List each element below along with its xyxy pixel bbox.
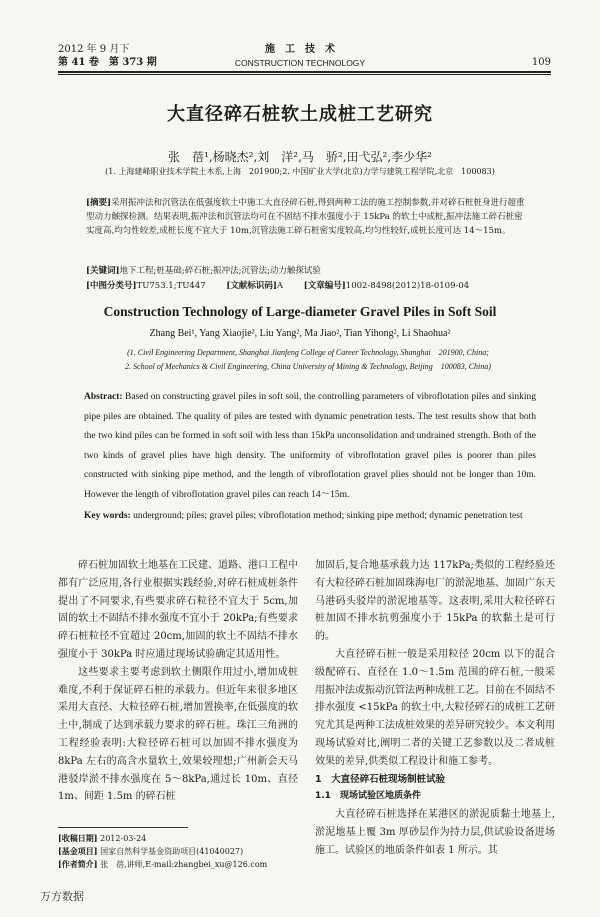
affiliation-en [78, 346, 538, 374]
affiliation-en-line-1: (1. Civil Engineering Department, Shanghai Jianfeng College of Career Technology, Shanghai 201900, China; [127, 348, 489, 357]
body-paragraph: 大直径碎石桩选择在某港区的淤泥质黏土地基上,淤泥地基上覆 3m 厚砂层作为持力层,供试验设备进场施工。试验区的地质条件如表 1 所示。其 [315, 809, 555, 856]
header-date: 2012 年 9 月下 [58, 44, 130, 55]
keywords-cn [86, 264, 530, 278]
authors-cn: 张 蓓¹,杨晓杰²,刘 洋²,马 骄²,田弋弘²,李少华² [168, 150, 432, 164]
paper-title-en: Construction Technology of Large-diameter Gravel Piles in Soft Soil [103, 304, 497, 319]
footnote-rule [58, 827, 188, 828]
keywords-cn-label: [关键词] [86, 266, 120, 276]
header-journal-en: CONSTRUCTION TECHNOLOGY [234, 58, 366, 68]
header-rule-thin [58, 74, 551, 75]
clc-code: TU753.1;TU447 [136, 281, 206, 291]
abstract-en-label: Abstract: [84, 392, 123, 402]
footnote-fund: [基金项目] 国家自然科学基金资助项目(41040027) [58, 846, 244, 856]
abstract-cn-label: [摘要] [86, 198, 112, 208]
classification-line [86, 279, 530, 293]
affiliation-en-line-2: 2. School of Mechanics & Civil Engineering, China University of Mining & Technology, Beijing 100083, China) [125, 362, 491, 371]
affiliation-cn: (1. 上海建峰职业技术学院土木系,上海 201900;2. 中国矿业大学(北京)力学与建筑工程学院,北京 100083) [105, 167, 495, 176]
body-paragraph: 这些要求主要考虑到软土侧限作用过小,增加成桩难度,不利于保证碎石桩的承载力。但近年来很多地区采用大直径、大粒径碎石桩,增加置换率,在低强度的软土中,制成了达到承载力要求的碎石桩。珠江三角洲的工程经验表明:大粒径碎石桩可以加固不排水强度为 8kPa 左右的高含水量软土,效果较理想;广州新会天马港驳岸淤不排水强度在 5～8kPa,通过长 10m、直径 1m、间距 1.5m 的碎石桩 [58, 666, 298, 803]
header-journal-cn: 施 工 技 术 [265, 44, 335, 55]
keywords-en-label: Key words: [84, 511, 131, 521]
section-heading-1: 1 大直径碎石桩现场制桩试验 [315, 773, 446, 785]
clc-label: [中图分类号] [86, 281, 137, 291]
header-volume: 第 41 卷 第 373 期 [58, 57, 157, 68]
footnote [58, 832, 303, 871]
abstract-cn-text: 采用振冲法和沉管法在低强度软土中施工大直径碎石桩,得到两种工法的施工控制参数,并对碎石桩桩身进行超重型动力触探检测。结果表明,振冲法和沉管法均可在不固结不排水强度小于 15kPa 的软土中成桩,振冲法施工碎石桩密实度高,均匀性较差,成桩长度不宜大于 10m,沉管法施工碎石桩密实度较高,均匀性较好,成桩长度可达 14～15m。 [86, 198, 525, 236]
footnote-received: [收稿日期] 2012-03-24 [58, 833, 147, 843]
header-page-number: 109 [531, 57, 551, 68]
watermark: 万方数据 [40, 890, 84, 903]
body-paragraph: 加固后,复合地基承载力达 117kPa;类似的工程经验还有大粒径碎石桩加固珠海电厂的淤泥地基、加固广东天马港码头驳岸的淤泥地基等。这表明,采用大粒径碎石桩加固不排水抗剪强度小于 15kPa 的软黏土是可行的。 [315, 560, 555, 643]
abstract-en [84, 388, 536, 527]
paper-title-cn: 大直径碎石桩软土成桩工艺研究 [167, 104, 433, 125]
keywords-en-text: underground; piles; gravel piles; vibroflotation method; sinking pipe method; dynamic penetration test [133, 511, 523, 521]
header-rule-thick [58, 71, 551, 73]
article-number-label: [文章编号] [303, 281, 346, 291]
keywords-cn-text: 地下工程;桩基础;碎石桩;振冲法;沉管法;动力触探试验 [119, 266, 321, 276]
body-right-column [315, 557, 555, 860]
article-number: 1002-8498(2012)18-0109-04 [345, 281, 470, 291]
body-left-column [58, 557, 298, 806]
doc-code-label: [文献标识码] [226, 281, 277, 291]
doc-code: A [276, 281, 284, 291]
footnote-author: [作者简介] 张 蓓,讲师,E-mail:zhangbei_xu@126.com [58, 859, 268, 869]
abstract-en-text: Based on constructing gravel piles in soft soil, the controlling parameters of vibroflotation piles and sinking pipe piles are obtained. The quality of piles are tested with dynamic penetration tests. The test results show that both the two kind piles can be formed in soft soil with less than 15kPa unconsolidation and undrained strength. Both of the two kinds of gravel plies have high density. The uniformity of vibroflotation gravel piles is poorer than piles constructed with sinking pipe method, and the length of vibroflotation gravel plies should not be longer than 10m. However the length of vibroflotation gravel piles can reach 14～15m. [84, 392, 536, 500]
authors-en: Zhang Bei¹, Yang Xiaojie², Liu Yang², Ma Jiao², Tian Yihong², Li Shaohua² [149, 328, 451, 339]
body-paragraph: 大直径碎石桩一般是采用粒径 20cm 以下的混合级配碎石、直径在 1.0～1.5m 范围的碎石桩,一般采用振冲法或振动沉管法两种成桩工艺。目前在不固结不排水强度 <15kPa 的软土中,大粒径碎石的成桩工艺研究尤其是两种工法成桩效果的差异研究较少。本文利用现场试验对比,阐明二者的关键工艺参数以及二者成桩效果的差异,供类似工程设计和施工参考。 [315, 648, 555, 767]
section-heading-1-1: 1.1 现场试验区地质条件 [315, 791, 421, 802]
keywords-en [84, 507, 536, 527]
body-paragraph: 碎石桩加固软土地基在工民建、道路、港口工程中都有广泛应用,各行业根据实践经验,对碎石桩成桩条件提出了不同要求,有些要求碎石粒径不宜大于 5cm,加固的软土不固结不排水强度不宜小于 20kPa;有些要求碎石桩粒径不宜超过 20cm,加固的软土不固结不排水强度小于 30kPa 时应通过现场试验确定其适用性。 [58, 560, 298, 660]
abstract-cn [86, 196, 530, 238]
